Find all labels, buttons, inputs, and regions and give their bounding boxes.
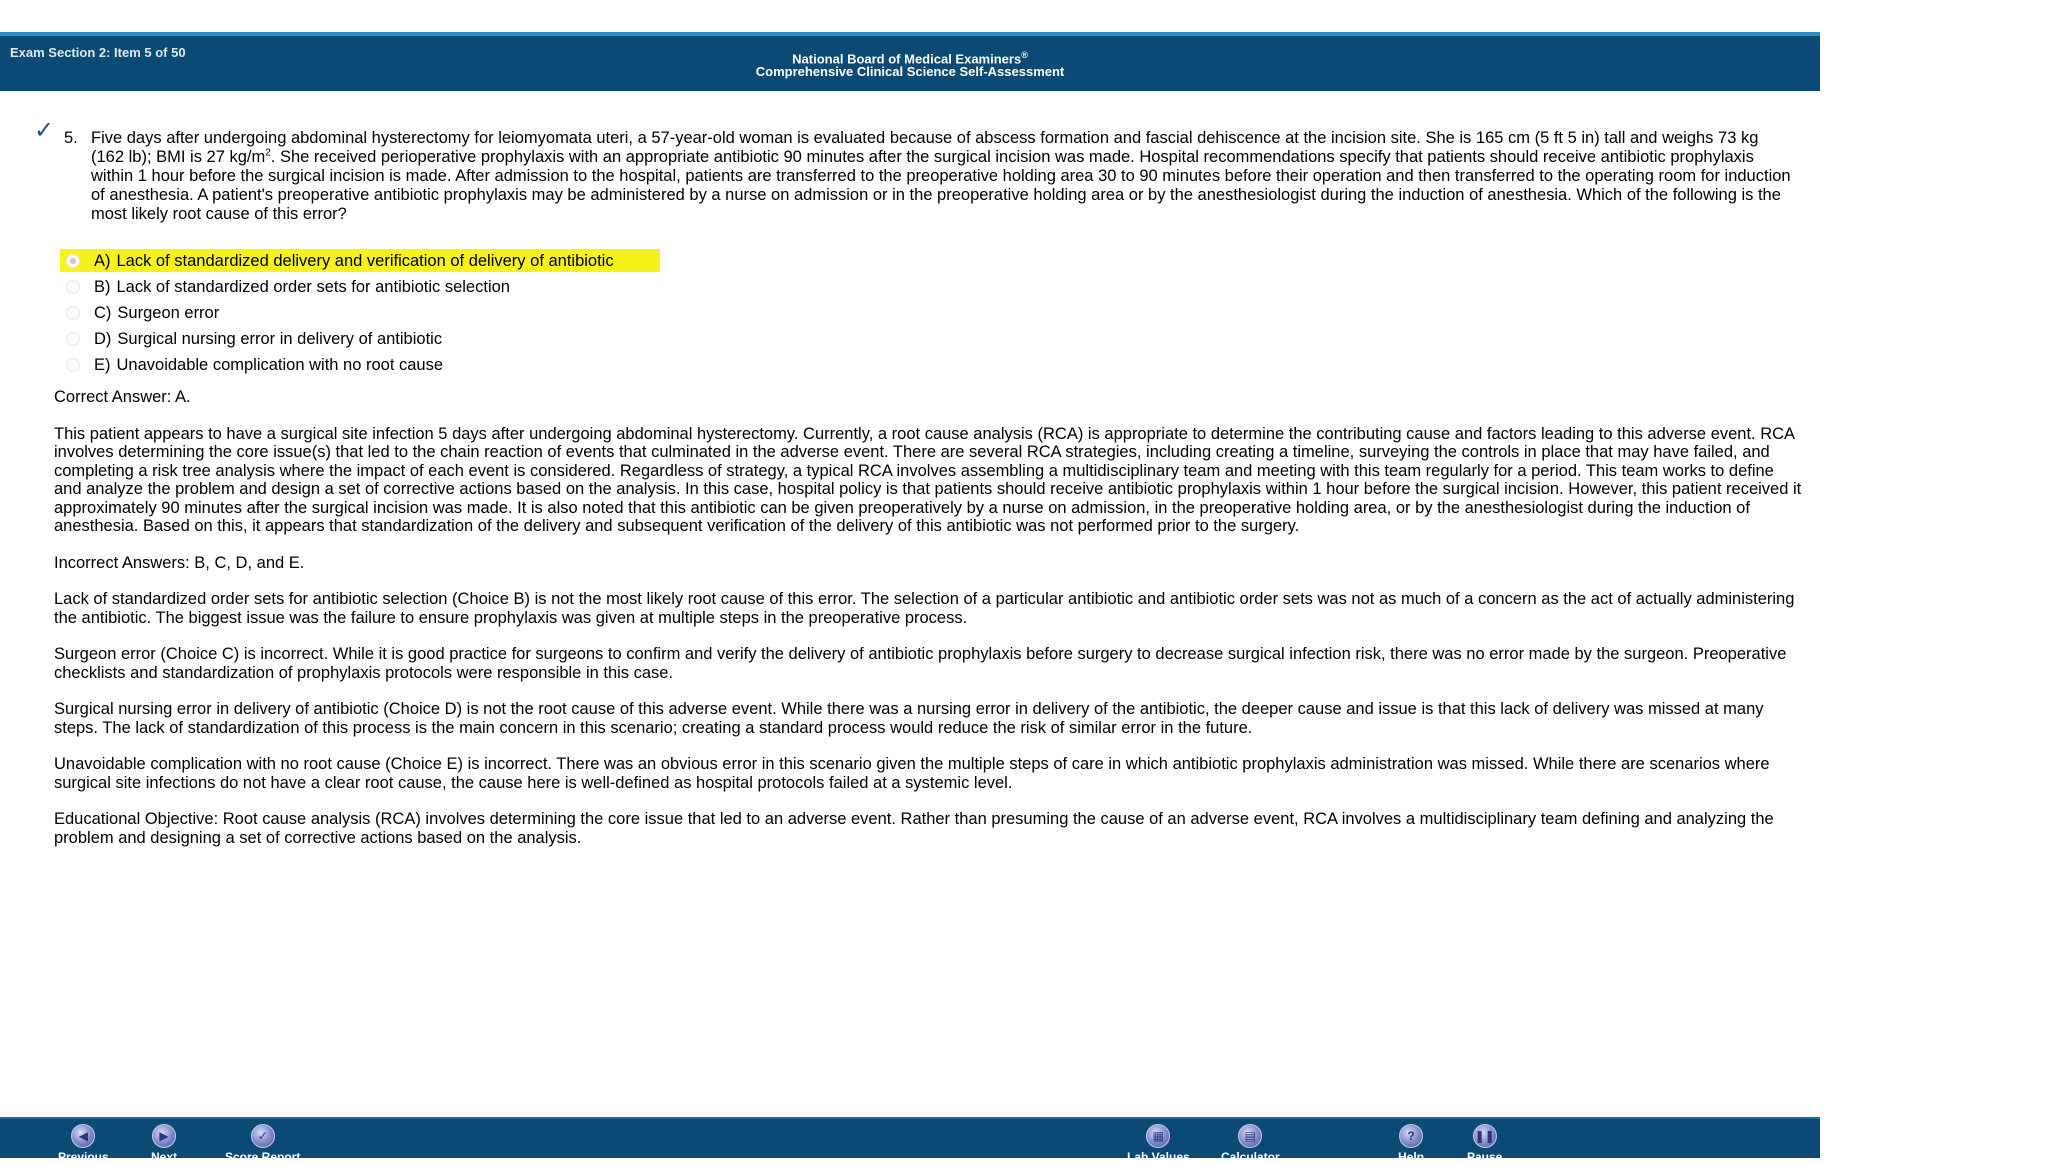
correct-answer-label: Correct Answer: A. [54,388,191,406]
organization-name: National Board of Medical Examiners® [792,50,1028,67]
correct-answer-explanation: This patient appears to have a surgical site infection 5 days after undergoing abdominal hysterectomy. Currently, a root cause analysis (RCA) is appropriate to determine the contributing cause and factors leading to this adverse event. RCA involves determining the core issue(s) that led to the chain reaction of events that culminated in the adverse event. There are several RCA strategies, including creating a timeline, surveying the controls in place that may have failed, and completing a risk tree analysis where the impact of each event is considered. Regardless of strategy, a typical RCA involves assembling a multidisciplinary team and meeting with this team regularly for a period. This team works to define and analyze the problem and design a set of corrective actions based on the analysis. In this case, hospital policy is that patients should receive antibiotic prophylaxis within 1 hour before the surgical incision. However, this patient received it approximately 90 minutes after the surgical incision was made. It is also noted that this antibiotic can be given preoperatively by a nurse on admission, in the preoperative holding area, or by the anesthesiologist during the induction of anesthesia. Based on this, it appears that standardization of the delivery and subsequent verification of the delivery of this antibiotic was not performed prior to the surgery. [54,424,1802,535]
choice-text: Unavoidable complication with no root cause [116,355,444,374]
choice-e-explanation: Unavoidable complication with no root cause (Choice E) is incorrect. There was an obvious error in this scenario given the multiple steps of care in which antibiotic prophylaxis administration was missed. While there are scenarios where surgical site infections do not have a clear root cause, the cause here is well-defined as hospital protocols failed at a systemic level. [54,755,1770,792]
right-arrow-icon: ▶ [152,1124,176,1148]
next-button[interactable]: ▶ Next [151,1124,177,1164]
radio-button-d[interactable] [66,332,80,346]
choice-c-explanation: Surgeon error (Choice C) is incorrect. While it is good practice for surgeons to confirm and verify the delivery of antibiotic prophylaxis before surgery to decrease surgical infection risk, there was no error made by the surgeon. Preoperative checklists and standardization of prophylaxis protocols were responsible in this case. [54,645,1787,682]
question-number: 5. [64,129,78,147]
help-button[interactable]: ? Help [1398,1124,1424,1164]
choice-d-explanation: Surgical nursing error in delivery of antibiotic (Choice D) is not the root cause of this adverse event. While there was a nursing error in delivery of the antibiotic, the deeper cause and issue is that this lack of delivery was missed at many steps. The lack of standardization of this process is the main concern in this scenario; creating a standard process would reduce the risk of similar error in the future. [54,700,1764,737]
choice-text: Surgeon error [117,303,220,322]
choice-letter: C) [94,303,112,322]
choice-c[interactable] [60,300,614,326]
radio-button-a[interactable] [66,254,80,268]
choice-e[interactable] [60,352,614,378]
radio-button-c[interactable] [66,306,80,320]
educational-objective: Educational Objective: Root cause analysis (RCA) involves determining the core issue that led to an adverse event. Rather than presuming the cause of an adverse event, RCA involves a multidisciplinary team defining and analyzing the problem and designing a set of corrective actions based on the analysis. [54,810,1774,847]
choice-text: Surgical nursing error in delivery of antibiotic [117,329,443,348]
exam-name: Comprehensive Clinical Science Self-Assessment [755,64,1065,80]
choice-d[interactable] [60,326,614,352]
choice-text: Lack of standardized delivery and verification of delivery of antibiotic [116,251,614,270]
exam-header [0,32,1820,91]
calculator-icon: ▤ [1238,1124,1262,1148]
choice-letter: B) [94,277,111,296]
choice-b-explanation: Lack of standardized order sets for antibiotic selection (Choice B) is not the most likely root cause of this error. The selection of a particular antibiotic and antibiotic order sets was not as much of a concern as the act of actually administering the antibiotic. The biggest issue was the failure to ensure prophylaxis was given at multiple steps in the preoperative process. [54,590,1795,627]
left-arrow-icon: ◀ [71,1124,95,1148]
item-info: Exam Section 2: Item 5 of 50 [10,45,186,60]
checkmark-icon: ✓ [251,1124,275,1148]
pause-button[interactable]: ❚❚ Pause [1467,1124,1502,1164]
pause-icon: ❚❚ [1473,1124,1497,1148]
question-mark-icon: ? [1399,1124,1423,1148]
previous-button[interactable]: ◀ Previous [58,1124,109,1164]
superscript: 2 [265,147,271,159]
score-report-button[interactable]: ✓ Score Report [225,1124,300,1164]
radio-button-b[interactable] [66,280,80,294]
bottom-toolbar [0,1117,1820,1164]
lab-values-button[interactable]: ▦ Lab Values [1127,1124,1190,1164]
choice-b[interactable] [60,274,614,300]
question-text: Five days after undergoing abdominal hysterectomy for leiomyomata uteri, a 57-year-old woman is evaluated because of abscess formation and fascial dehiscence at the incision site. She is 165 cm (5 ft 5 in) tall and weighs 73 kg (162 lb); BMI is 27 $kg/m^2$. She received perioperative prophylaxis with an appropriate antibiotic 90 minutes after the surgical incision was made. Hospital recommendations specify that patients should receive antibiotic prophylaxis within 1 hour before the surgical incision is made. After admission to the hospital, patients are transferred to the preoperative holding area 30 to 90 minutes before their operation and then transferred to the operating room for induction of anesthesia. A patient's preoperative antibiotic prophylaxis may be administered by a nurse on admission or in the preoperative holding area or by the anesthesiologist during the induction of anesthesia. Which of the following is the most likely root cause of this error? [91,129,1791,223]
answer-explanation [54,388,1804,865]
lab-values-icon: ▦ [1146,1124,1170,1148]
question-stem [64,129,1794,224]
choice-a[interactable] [60,248,614,274]
calculator-button[interactable]: ▤ Calculator [1221,1124,1280,1164]
answered-checkmark-icon: ✓ [34,117,55,144]
choice-letter: A) [94,251,111,270]
registered-mark: ® [1021,50,1028,60]
radio-button-e[interactable] [66,358,80,372]
header-title [0,49,1820,78]
answer-choices [60,248,614,378]
incorrect-answers-label: Incorrect Answers: B, C, D, and E. [54,553,305,572]
choice-text: Lack of standardized order sets for antibiotic selection [116,277,510,296]
choice-letter: D) [94,329,112,348]
choice-letter: E) [94,355,111,374]
